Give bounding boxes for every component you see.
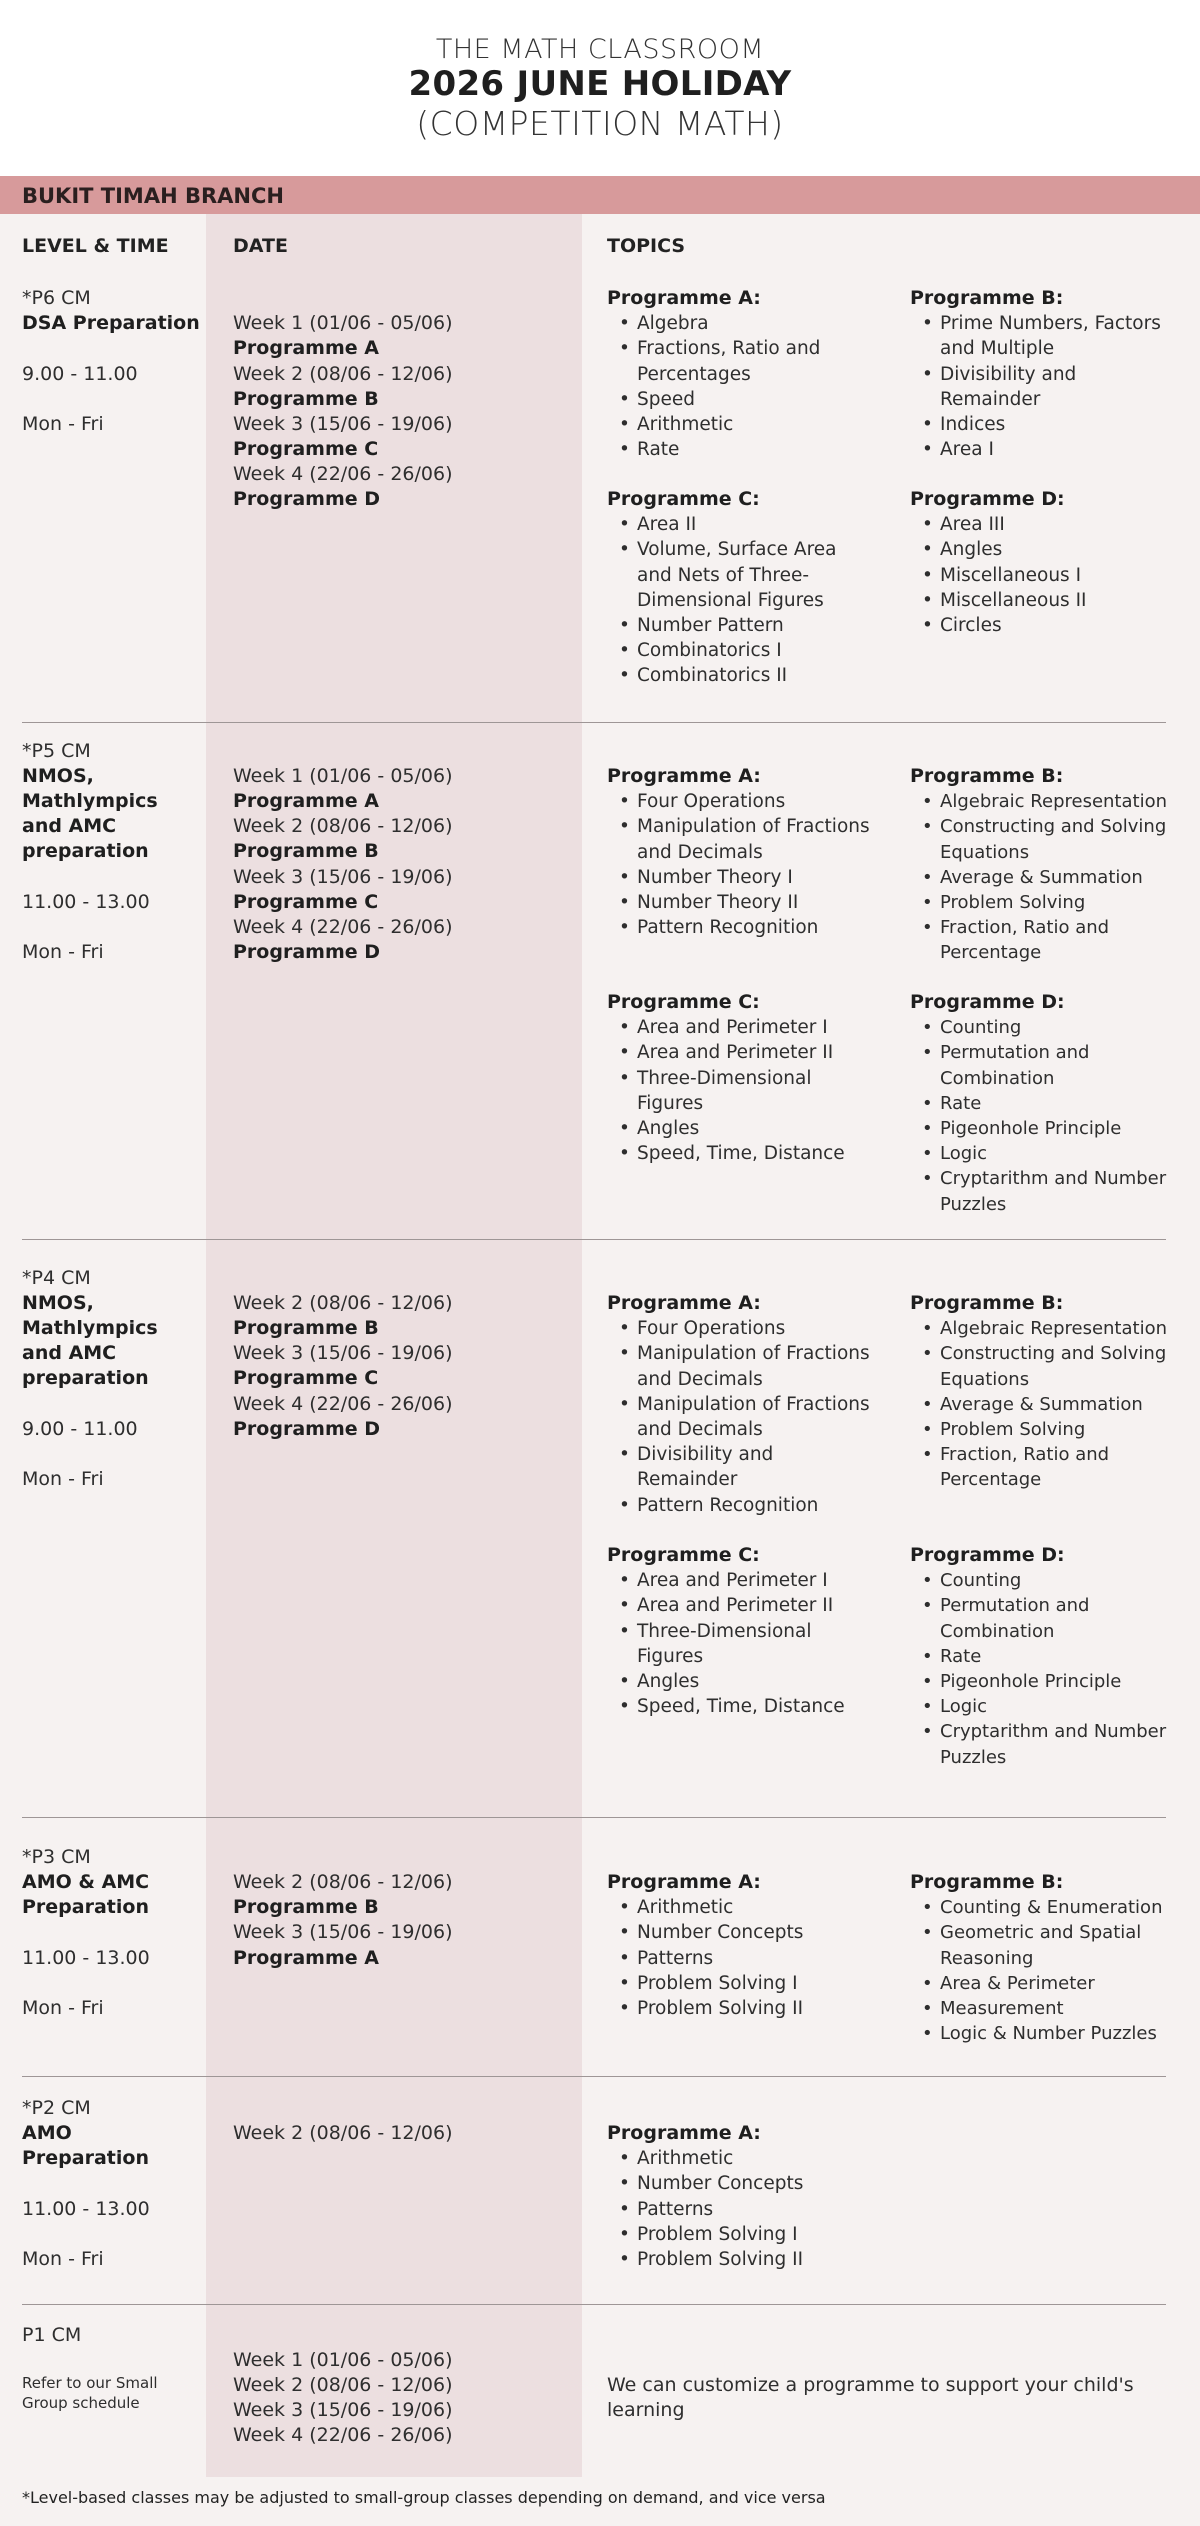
topic-item: • Three-Dimensional (607, 1066, 897, 1091)
week-date: Week 4 (22/06 - 26/06) (233, 463, 453, 485)
topic-item: • Geometric and Spatial (910, 1920, 1200, 1945)
programme-title: Programme C: (607, 488, 760, 510)
topic-item-continued: Remainder (637, 1469, 738, 1491)
programme-b (910, 1291, 1200, 1493)
programme-b (910, 286, 1200, 462)
topic-item: • Logic (910, 1694, 1200, 1719)
week-programme: Programme A (233, 790, 379, 812)
topic-item: • Pattern Recognition (607, 1493, 897, 1518)
topic-item: • Permutation and (910, 1040, 1200, 1065)
level-name: AMO (22, 2122, 72, 2144)
programme-a (607, 1870, 897, 2021)
topic-item: • Counting (910, 1015, 1200, 1040)
level-name: and AMC (22, 1342, 117, 1364)
topic-item-continued: and Multiple (940, 338, 1055, 360)
week-date: Week 1 (01/06 - 05/06) (233, 2349, 453, 2371)
programme-title: Programme B: (910, 1871, 1064, 1893)
topic-item: • Counting & Enumeration (910, 1895, 1200, 1920)
level-name: AMO & AMC (22, 1871, 150, 1893)
programme-d (910, 1543, 1200, 1770)
week-date: Week 3 (15/06 - 19/06) (233, 413, 453, 435)
topic-item: • Fraction, Ratio and (910, 915, 1200, 940)
section-divider (22, 2304, 1166, 2305)
level-name: NMOS, (22, 765, 94, 787)
programme-title: Programme C: (607, 991, 760, 1013)
topic-item: • Average & Summation (910, 865, 1200, 890)
level-name: Preparation (22, 1896, 149, 1918)
level-prefix: *P6 CM (22, 287, 91, 309)
week-date: Week 1 (01/06 - 05/06) (233, 312, 453, 334)
level-name: NMOS, (22, 1292, 94, 1314)
class-time: 11.00 - 13.00 (22, 891, 150, 913)
section-divider (22, 2076, 1166, 2077)
programme-a (607, 764, 897, 940)
topic-item: • Speed, Time, Distance (607, 1694, 897, 1719)
level-name: DSA Preparation (22, 312, 200, 334)
week-programme: Programme C (233, 438, 379, 460)
week-date: Week 2 (08/06 - 12/06) (233, 815, 453, 837)
topic-item: • Speed (607, 387, 897, 412)
topic-item: • Indices (910, 412, 1200, 437)
topic-item: • Pigeonhole Principle (910, 1116, 1200, 1141)
topic-item: • Constructing and Solving (910, 814, 1200, 839)
section-divider (22, 722, 1166, 723)
topic-item: • Permutation and (910, 1593, 1200, 1618)
column-header-level: LEVEL & TIME (22, 235, 169, 257)
topic-item: • Angles (607, 1116, 897, 1141)
topic-item: • Fractions, Ratio and (607, 336, 897, 361)
topic-item: • Divisibility and (910, 362, 1200, 387)
topic-item: • Patterns (607, 1946, 897, 1971)
programme-title: Programme D: (910, 488, 1065, 510)
topic-item-continued: Puzzles (940, 1746, 1007, 1768)
week-programme: Programme A (233, 337, 379, 359)
programme-b (910, 1870, 1200, 2046)
topic-item: • Combinatorics I (607, 638, 897, 663)
level-name: preparation (22, 840, 149, 862)
topic-item: • Area & Perimeter (910, 1971, 1200, 1996)
topic-item: • Miscellaneous I (910, 563, 1200, 588)
topic-item: • Speed, Time, Distance (607, 1141, 897, 1166)
topic-item: • Algebraic Representation (910, 789, 1200, 814)
schedule-note: Refer to our Small (22, 2374, 158, 2392)
week-date: Week 2 (08/06 - 12/06) (233, 1871, 453, 1893)
topic-item: • Counting (910, 1568, 1200, 1593)
header-title: 2026 JUNE HOLIDAY (408, 64, 792, 104)
topic-item: • Problem Solving (910, 890, 1200, 915)
programme-c (607, 990, 897, 1166)
topic-item: • Rate (607, 437, 897, 462)
level-name: and AMC (22, 815, 117, 837)
programme-title: Programme B: (910, 765, 1064, 787)
schedule-note: Group schedule (22, 2394, 140, 2412)
topic-item-continued: Percentage (940, 942, 1042, 964)
week-date: Week 4 (22/06 - 26/06) (233, 2424, 453, 2446)
topic-item: • Patterns (607, 2197, 897, 2222)
week-date: Week 4 (22/06 - 26/06) (233, 916, 453, 938)
footnote: *Level-based classes may be adjusted to small-group classes depending on demand, and vice versa (22, 2488, 826, 2507)
topic-item: • Three-Dimensional (607, 1619, 897, 1644)
topic-item-continued: Percentage (940, 1469, 1042, 1491)
programme-c (607, 1543, 897, 1719)
topic-item-continued: and Decimals (637, 841, 763, 863)
topic-item-continued: Figures (637, 1645, 704, 1667)
programme-title: Programme A: (607, 287, 761, 309)
programme-title: Programme B: (910, 287, 1064, 309)
topic-item-continued: and Decimals (637, 1368, 763, 1390)
topic-item: • Number Pattern (607, 613, 897, 638)
topic-item: • Area and Perimeter II (607, 1040, 897, 1065)
programme-b (910, 764, 1200, 966)
topic-item: • Arithmetic (607, 1895, 897, 1920)
programme-d (910, 990, 1200, 1217)
week-programme: Programme B (233, 1896, 379, 1918)
week-programme: Programme B (233, 840, 379, 862)
topic-item: • Pigeonhole Principle (910, 1669, 1200, 1694)
programme-d (910, 487, 1200, 638)
week-programme: Programme D (233, 941, 381, 963)
topic-item-continued: Puzzles (940, 1193, 1007, 1215)
week-date: Week 3 (15/06 - 19/06) (233, 1342, 453, 1364)
week-date: Week 3 (15/06 - 19/06) (233, 1921, 453, 1943)
programme-title: Programme A: (607, 765, 761, 787)
topic-item-continued: and Nets of Three- (637, 564, 810, 586)
week-programme: Programme D (233, 488, 381, 510)
week-date: Week 2 (08/06 - 12/06) (233, 363, 453, 385)
class-time: 11.00 - 13.00 (22, 2198, 150, 2220)
topic-item: • Miscellaneous II (910, 588, 1200, 613)
level-prefix: *P4 CM (22, 1267, 91, 1289)
topic-item: • Number Concepts (607, 2171, 897, 2196)
level-prefix: *P2 CM (22, 2097, 91, 2119)
week-programme: Programme D (233, 1418, 381, 1440)
branch-name: BUKIT TIMAH BRANCH (22, 184, 284, 208)
level-name: Mathlympics (22, 790, 158, 812)
topic-item: • Algebra (607, 311, 897, 336)
page-header (0, 0, 1200, 176)
topic-item: • Pattern Recognition (607, 915, 897, 940)
topic-item: • Four Operations (607, 789, 897, 814)
topic-item: • Number Concepts (607, 1920, 897, 1945)
topic-item: • Prime Numbers, Factors (910, 311, 1200, 336)
topic-item: • Average & Summation (910, 1392, 1200, 1417)
level-prefix: *P5 CM (22, 740, 91, 762)
programme-a (607, 286, 897, 462)
level-name: preparation (22, 1367, 149, 1389)
column-header-date: DATE (233, 235, 288, 257)
header-subtitle: (COMPETITION MATH) (416, 104, 784, 143)
topic-item: • Problem Solving (910, 1417, 1200, 1442)
branch-bar (0, 176, 1200, 214)
topic-item: • Fraction, Ratio and (910, 1442, 1200, 1467)
class-days: Mon - Fri (22, 1468, 104, 1490)
topic-item: • Measurement (910, 1996, 1200, 2021)
topic-item: • Area I (910, 437, 1200, 462)
topic-item: • Area and Perimeter I (607, 1015, 897, 1040)
topic-item-continued: Remainder (940, 388, 1041, 410)
section-divider (22, 1817, 1166, 1818)
section-divider (22, 1239, 1166, 1240)
class-days: Mon - Fri (22, 941, 104, 963)
topic-item: • Four Operations (607, 1316, 897, 1341)
week-date: Week 3 (15/06 - 19/06) (233, 2399, 453, 2421)
topic-item-continued: Dimensional Figures (637, 589, 824, 611)
topic-item: • Algebraic Representation (910, 1316, 1200, 1341)
week-programme: Programme B (233, 1317, 379, 1339)
week-programme: Programme C (233, 891, 379, 913)
class-days: Mon - Fri (22, 413, 104, 435)
week-programme: Programme A (233, 1947, 379, 1969)
topic-item: • Logic (910, 1141, 1200, 1166)
week-date: Week 3 (15/06 - 19/06) (233, 866, 453, 888)
topic-item: • Problem Solving II (607, 1996, 897, 2021)
topic-item-continued: Equations (940, 841, 1030, 863)
topic-item: • Problem Solving II (607, 2247, 897, 2272)
programme-title: Programme A: (607, 1292, 761, 1314)
topic-item: • Arithmetic (607, 412, 897, 437)
topic-item: • Rate (910, 1644, 1200, 1669)
topic-item: • Divisibility and (607, 1442, 897, 1467)
class-days: Mon - Fri (22, 1997, 104, 2019)
topic-item: • Number Theory II (607, 890, 897, 915)
topic-item: • Constructing and Solving (910, 1341, 1200, 1366)
week-date: Week 4 (22/06 - 26/06) (233, 1393, 453, 1415)
header-school-name: THE MATH CLASSROOM (435, 34, 765, 65)
custom-programme-message: We can customize a programme to support your child's (607, 2374, 1134, 2396)
topic-item: • Problem Solving I (607, 2222, 897, 2247)
topic-item: • Cryptarithm and Number (910, 1719, 1200, 1744)
topic-item: • Manipulation of Fractions (607, 1341, 897, 1366)
week-programme: Programme C (233, 1367, 379, 1389)
topic-item: • Manipulation of Fractions (607, 814, 897, 839)
custom-programme-message: learning (607, 2399, 685, 2421)
topic-item: • Manipulation of Fractions (607, 1392, 897, 1417)
topic-item: • Area and Perimeter II (607, 1593, 897, 1618)
class-days: Mon - Fri (22, 2248, 104, 2270)
programme-title: Programme C: (607, 1544, 760, 1566)
topic-item: • Arithmetic (607, 2146, 897, 2171)
class-time: 11.00 - 13.00 (22, 1947, 150, 1969)
topic-item: • Area II (607, 512, 897, 537)
programme-title: Programme B: (910, 1292, 1064, 1314)
programme-a (607, 1291, 897, 1518)
level-prefix: P1 CM (22, 2324, 82, 2346)
topic-item: • Logic & Number Puzzles (910, 2021, 1200, 2046)
topic-item-continued: Reasoning (940, 1947, 1034, 1969)
topic-item: • Volume, Surface Area (607, 537, 897, 562)
topic-item: • Area and Perimeter I (607, 1568, 897, 1593)
week-date: Week 2 (08/06 - 12/06) (233, 2122, 453, 2144)
class-time: 9.00 - 11.00 (22, 1418, 138, 1440)
topic-item: • Combinatorics II (607, 663, 897, 688)
topic-item: • Angles (607, 1669, 897, 1694)
programme-c (607, 487, 897, 689)
topic-item-continued: Combination (940, 1620, 1055, 1642)
topic-item: • Circles (910, 613, 1200, 638)
level-name: Preparation (22, 2147, 149, 2169)
class-time: 9.00 - 11.00 (22, 363, 138, 385)
level-name: Mathlympics (22, 1317, 158, 1339)
topic-item-continued: Equations (940, 1368, 1030, 1390)
topic-item: • Cryptarithm and Number (910, 1166, 1200, 1191)
week-programme: Programme B (233, 388, 379, 410)
topic-item: • Angles (910, 537, 1200, 562)
programme-title: Programme D: (910, 1544, 1065, 1566)
topic-item-continued: and Decimals (637, 1419, 763, 1441)
topic-item: • Area III (910, 512, 1200, 537)
level-prefix: *P3 CM (22, 1846, 91, 1868)
programme-title: Programme D: (910, 991, 1065, 1013)
topic-item-continued: Combination (940, 1067, 1055, 1089)
programme-title: Programme A: (607, 1871, 761, 1893)
topic-item: • Problem Solving I (607, 1971, 897, 1996)
week-date: Week 2 (08/06 - 12/06) (233, 1292, 453, 1314)
week-date: Week 1 (01/06 - 05/06) (233, 765, 453, 787)
topic-item-continued: Percentages (637, 363, 751, 385)
programme-a (607, 2121, 897, 2272)
topic-item: • Number Theory I (607, 865, 897, 890)
topic-item-continued: Figures (637, 1092, 704, 1114)
week-date: Week 2 (08/06 - 12/06) (233, 2374, 453, 2396)
topic-item: • Rate (910, 1091, 1200, 1116)
column-header-topics: TOPICS (607, 235, 686, 257)
programme-title: Programme A: (607, 2122, 761, 2144)
